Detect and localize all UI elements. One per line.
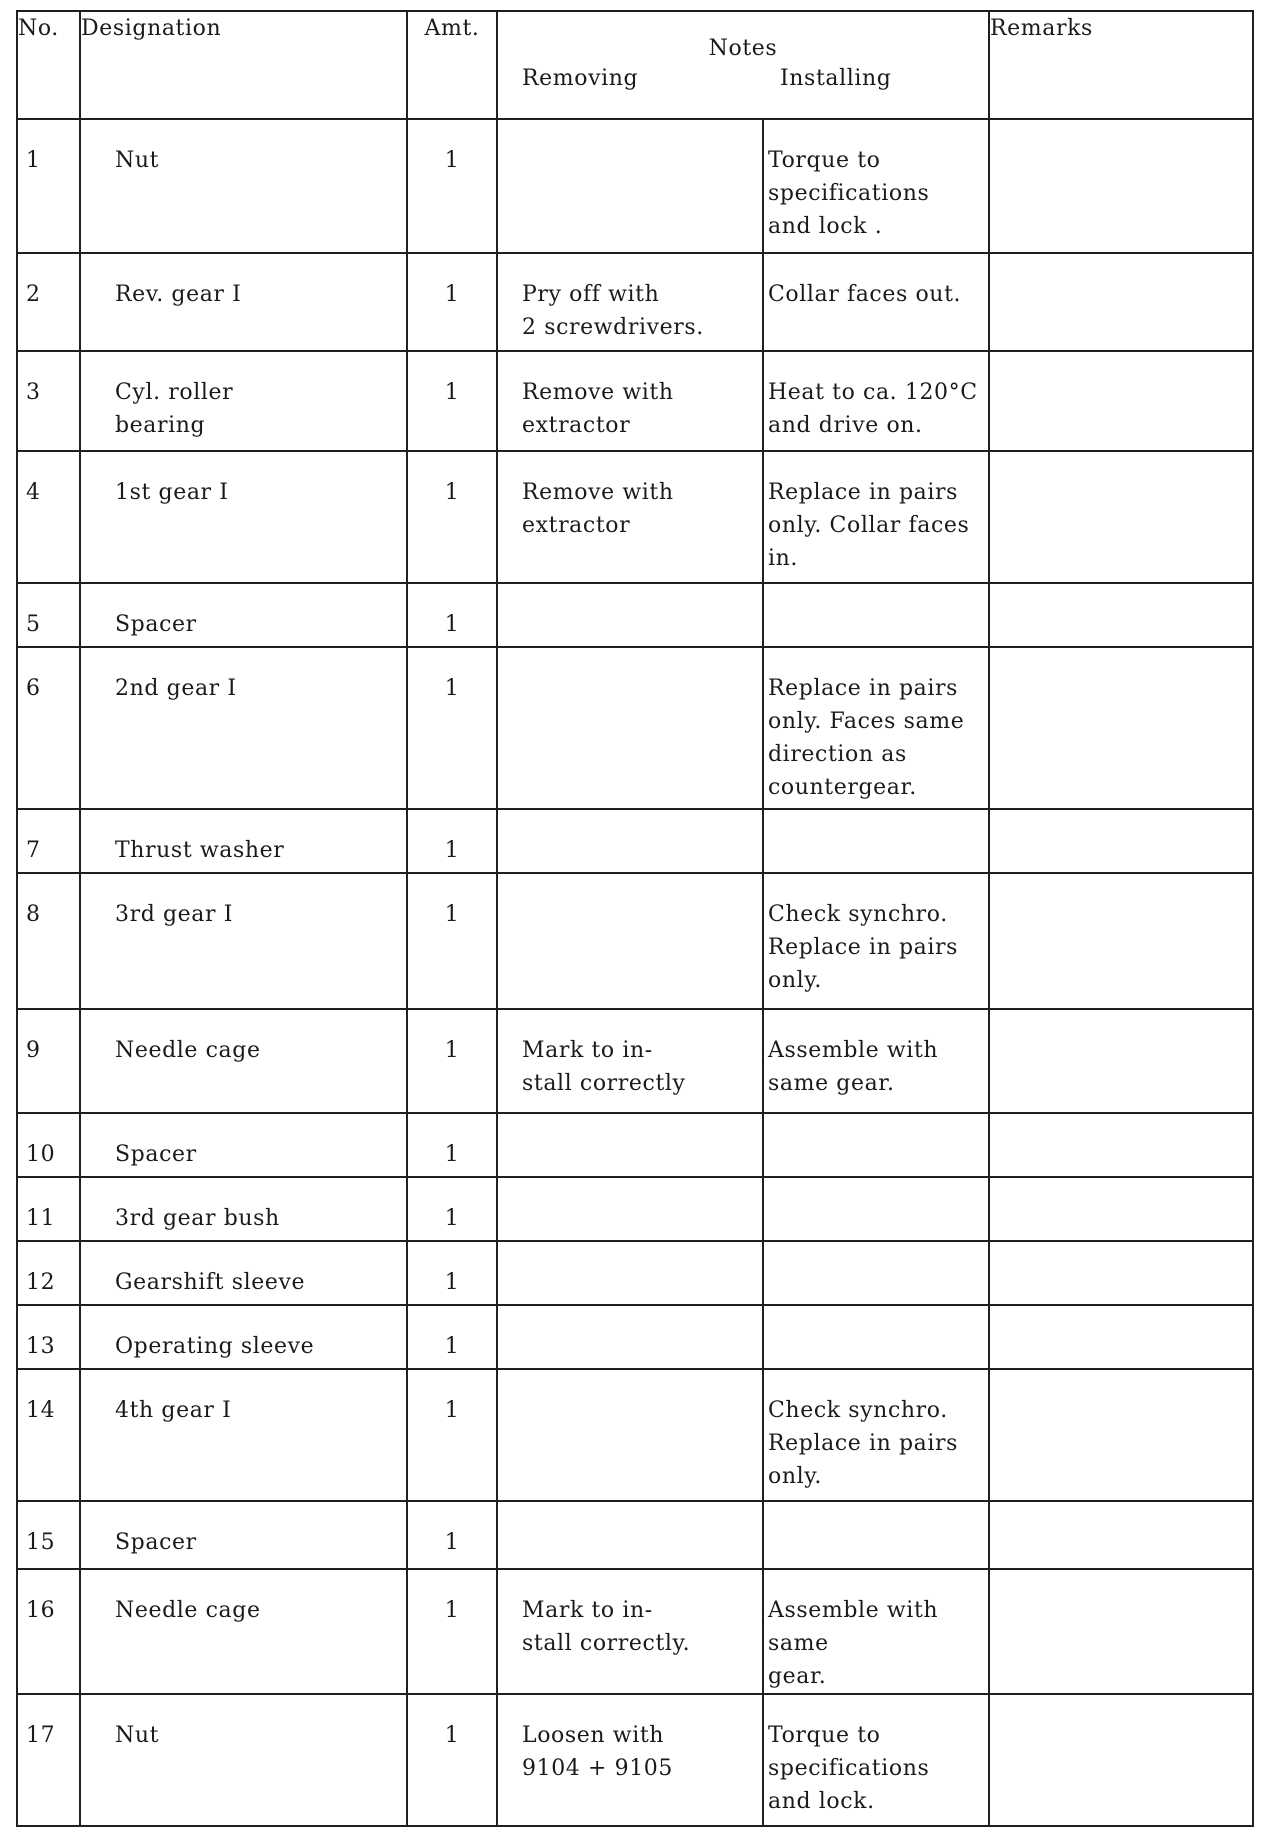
header-designation: Designation bbox=[80, 11, 407, 119]
cell-no bbox=[17, 1177, 80, 1241]
cell-amount-text: 1 bbox=[444, 480, 460, 505]
header-installing: Installing bbox=[780, 66, 892, 91]
cell-no-text: 5 bbox=[26, 612, 41, 637]
cell-remarks bbox=[989, 1501, 1253, 1569]
cell-no-text: 1 bbox=[26, 148, 41, 173]
table-header-row bbox=[17, 11, 1253, 119]
cell-removing bbox=[497, 1305, 763, 1369]
cell-amount-text: 1 bbox=[444, 282, 460, 307]
cell-amount-text: 1 bbox=[444, 1038, 460, 1063]
cell-no-text: 9 bbox=[26, 1038, 41, 1063]
table-body bbox=[17, 119, 1253, 1826]
cell-no bbox=[17, 1009, 80, 1113]
cell-amount bbox=[407, 1009, 497, 1113]
cell-designation-text: 1st gear I bbox=[115, 480, 229, 505]
cell-no bbox=[17, 1694, 80, 1826]
cell-removing bbox=[497, 351, 763, 451]
cell-removing bbox=[497, 1501, 763, 1569]
cell-amount-text: 1 bbox=[444, 1598, 460, 1623]
cell-remarks bbox=[989, 253, 1253, 351]
cell-designation bbox=[80, 1694, 407, 1826]
cell-designation-text: Needle cage bbox=[115, 1038, 261, 1063]
cell-amount-text: 1 bbox=[444, 1334, 460, 1359]
cell-installing-text: Assemble with same gear. bbox=[768, 1598, 939, 1689]
cell-no bbox=[17, 647, 80, 809]
cell-amount bbox=[407, 1177, 497, 1241]
cell-no bbox=[17, 1501, 80, 1569]
table-row bbox=[17, 583, 1253, 647]
cell-installing bbox=[763, 809, 989, 873]
cell-no-text: 15 bbox=[26, 1530, 56, 1555]
cell-designation bbox=[80, 1305, 407, 1369]
cell-designation-text: Cyl. roller bearing bbox=[115, 380, 234, 438]
cell-amount-text: 1 bbox=[444, 1206, 460, 1231]
table-row bbox=[17, 647, 1253, 809]
cell-installing bbox=[763, 583, 989, 647]
cell-installing-text: Replace in pairs only. Collar faces in. bbox=[768, 480, 970, 571]
cell-installing bbox=[763, 1569, 989, 1694]
cell-removing bbox=[497, 119, 763, 253]
cell-designation-text: Needle cage bbox=[115, 1598, 261, 1623]
cell-installing bbox=[763, 451, 989, 583]
header-removing: Removing bbox=[522, 66, 639, 91]
cell-remarks bbox=[989, 1569, 1253, 1694]
cell-installing-text: Heat to ca. 120°C and drive on. bbox=[768, 380, 978, 438]
cell-no-text: 7 bbox=[26, 838, 41, 863]
cell-designation-text: Spacer bbox=[115, 612, 197, 637]
cell-amount bbox=[407, 1305, 497, 1369]
cell-installing-text: Replace in pairs only. Faces same direction as countergear. bbox=[768, 676, 965, 800]
cell-remarks bbox=[989, 119, 1253, 253]
cell-no-text: 10 bbox=[26, 1142, 56, 1167]
cell-removing-text: Remove with extractor bbox=[522, 380, 674, 438]
cell-amount bbox=[407, 647, 497, 809]
cell-amount-text: 1 bbox=[444, 612, 460, 637]
cell-no-text: 8 bbox=[26, 902, 41, 927]
cell-amount bbox=[407, 1694, 497, 1826]
cell-remarks bbox=[989, 809, 1253, 873]
cell-installing bbox=[763, 1501, 989, 1569]
cell-designation bbox=[80, 451, 407, 583]
cell-designation bbox=[80, 583, 407, 647]
cell-no bbox=[17, 253, 80, 351]
table-row bbox=[17, 1177, 1253, 1241]
cell-amount bbox=[407, 873, 497, 1009]
cell-removing-text: Mark to in- stall correctly bbox=[522, 1038, 686, 1096]
table-row bbox=[17, 1501, 1253, 1569]
cell-designation bbox=[80, 351, 407, 451]
cell-designation-text: Gearshift sleeve bbox=[115, 1270, 306, 1295]
cell-designation-text: 3rd gear I bbox=[115, 902, 234, 927]
cell-installing bbox=[763, 1241, 989, 1305]
cell-removing-text: Pry off with 2 screwdrivers. bbox=[522, 282, 704, 340]
cell-removing bbox=[497, 1009, 763, 1113]
cell-removing bbox=[497, 1177, 763, 1241]
table-row bbox=[17, 1305, 1253, 1369]
cell-remarks bbox=[989, 1369, 1253, 1501]
cell-installing bbox=[763, 1305, 989, 1369]
cell-installing bbox=[763, 1369, 989, 1501]
cell-remarks bbox=[989, 1305, 1253, 1369]
header-remarks: Remarks bbox=[989, 11, 1253, 119]
cell-removing bbox=[497, 1241, 763, 1305]
cell-installing-text: Check synchro. Replace in pairs only. bbox=[768, 1398, 958, 1489]
cell-no-text: 2 bbox=[26, 282, 41, 307]
cell-amount bbox=[407, 1369, 497, 1501]
cell-designation-text: Spacer bbox=[115, 1142, 197, 1167]
cell-no-text: 11 bbox=[26, 1206, 56, 1231]
cell-no bbox=[17, 1369, 80, 1501]
header-amount: Amt. bbox=[407, 11, 497, 119]
cell-removing bbox=[497, 253, 763, 351]
cell-designation-text: Nut bbox=[115, 148, 160, 173]
parts-table bbox=[16, 10, 1254, 1827]
cell-designation-text: 3rd gear bush bbox=[115, 1206, 280, 1231]
cell-amount bbox=[407, 253, 497, 351]
cell-remarks bbox=[989, 583, 1253, 647]
cell-remarks bbox=[989, 873, 1253, 1009]
cell-designation bbox=[80, 873, 407, 1009]
cell-designation bbox=[80, 1241, 407, 1305]
cell-amount bbox=[407, 1569, 497, 1694]
cell-installing-text: Collar faces out. bbox=[768, 282, 962, 307]
cell-designation bbox=[80, 1501, 407, 1569]
cell-no-text: 3 bbox=[26, 380, 41, 405]
cell-no-text: 14 bbox=[26, 1398, 56, 1423]
cell-amount bbox=[407, 809, 497, 873]
cell-removing bbox=[497, 1694, 763, 1826]
cell-amount bbox=[407, 1241, 497, 1305]
cell-installing-text: Torque to specifications and lock . bbox=[768, 148, 930, 239]
cell-installing bbox=[763, 1177, 989, 1241]
cell-amount bbox=[407, 583, 497, 647]
cell-designation bbox=[80, 1009, 407, 1113]
parts-table-sheet bbox=[16, 10, 1252, 1827]
cell-removing bbox=[497, 1113, 763, 1177]
cell-designation-text: 2nd gear I bbox=[115, 676, 237, 701]
cell-amount-text: 1 bbox=[444, 1530, 460, 1555]
cell-amount-text: 1 bbox=[444, 1398, 460, 1423]
cell-no-text: 6 bbox=[26, 676, 41, 701]
cell-no bbox=[17, 873, 80, 1009]
cell-installing bbox=[763, 873, 989, 1009]
cell-designation bbox=[80, 809, 407, 873]
cell-remarks bbox=[989, 647, 1253, 809]
cell-installing-text: Check synchro. Replace in pairs only. bbox=[768, 902, 958, 993]
cell-amount-text: 1 bbox=[444, 676, 460, 701]
cell-no bbox=[17, 583, 80, 647]
table-row bbox=[17, 809, 1253, 873]
cell-amount-text: 1 bbox=[444, 902, 460, 927]
cell-designation-text: Thrust washer bbox=[115, 838, 285, 863]
table-row bbox=[17, 351, 1253, 451]
cell-designation-text: Spacer bbox=[115, 1530, 197, 1555]
cell-removing bbox=[497, 1369, 763, 1501]
cell-no bbox=[17, 1305, 80, 1369]
cell-remarks bbox=[989, 351, 1253, 451]
cell-removing bbox=[497, 873, 763, 1009]
cell-no-text: 17 bbox=[26, 1723, 56, 1748]
cell-no-text: 12 bbox=[26, 1270, 56, 1295]
cell-installing bbox=[763, 1009, 989, 1113]
cell-designation bbox=[80, 1177, 407, 1241]
cell-removing bbox=[497, 451, 763, 583]
cell-amount-text: 1 bbox=[444, 380, 460, 405]
cell-designation bbox=[80, 1569, 407, 1694]
header-notes-title: Notes bbox=[708, 36, 778, 61]
header-no: No. bbox=[17, 11, 80, 119]
cell-remarks bbox=[989, 1009, 1253, 1113]
cell-removing-text: Mark to in- stall correctly. bbox=[522, 1598, 691, 1656]
cell-amount-text: 1 bbox=[444, 1270, 460, 1295]
cell-removing bbox=[497, 809, 763, 873]
cell-designation-text: Rev. gear I bbox=[115, 282, 242, 307]
cell-designation bbox=[80, 1113, 407, 1177]
cell-installing bbox=[763, 351, 989, 451]
header-notes bbox=[497, 11, 989, 119]
cell-installing-text: Assemble with same gear. bbox=[768, 1038, 939, 1096]
cell-designation bbox=[80, 253, 407, 351]
cell-removing bbox=[497, 647, 763, 809]
cell-designation bbox=[80, 1369, 407, 1501]
table-row bbox=[17, 1009, 1253, 1113]
cell-amount-text: 1 bbox=[444, 1723, 460, 1748]
cell-installing bbox=[763, 119, 989, 253]
cell-installing bbox=[763, 1694, 989, 1826]
cell-installing-text: Torque to specifications and lock. bbox=[768, 1723, 930, 1814]
cell-designation bbox=[80, 119, 407, 253]
cell-installing bbox=[763, 1113, 989, 1177]
cell-no-text: 13 bbox=[26, 1334, 56, 1359]
cell-designation-text: 4th gear I bbox=[115, 1398, 232, 1423]
cell-remarks bbox=[989, 1177, 1253, 1241]
table-row bbox=[17, 1369, 1253, 1501]
cell-no-text: 4 bbox=[26, 480, 41, 505]
cell-remarks bbox=[989, 451, 1253, 583]
table-row bbox=[17, 253, 1253, 351]
cell-amount bbox=[407, 451, 497, 583]
cell-amount bbox=[407, 119, 497, 253]
table-row bbox=[17, 451, 1253, 583]
table-row bbox=[17, 1694, 1253, 1826]
cell-no bbox=[17, 119, 80, 253]
table-row bbox=[17, 119, 1253, 253]
cell-remarks bbox=[989, 1694, 1253, 1826]
cell-designation bbox=[80, 647, 407, 809]
cell-no bbox=[17, 1569, 80, 1694]
cell-removing-text: Remove with extractor bbox=[522, 480, 674, 538]
table-row bbox=[17, 1113, 1253, 1177]
table-row bbox=[17, 873, 1253, 1009]
cell-designation-text: Nut bbox=[115, 1723, 160, 1748]
cell-remarks bbox=[989, 1241, 1253, 1305]
cell-no bbox=[17, 1113, 80, 1177]
cell-amount-text: 1 bbox=[444, 148, 460, 173]
cell-removing bbox=[497, 1569, 763, 1694]
cell-amount-text: 1 bbox=[444, 838, 460, 863]
cell-amount bbox=[407, 1501, 497, 1569]
cell-installing bbox=[763, 647, 989, 809]
table-row bbox=[17, 1569, 1253, 1694]
cell-no bbox=[17, 1241, 80, 1305]
cell-no bbox=[17, 451, 80, 583]
cell-no bbox=[17, 351, 80, 451]
cell-removing-text: Loosen with 9104 + 9105 bbox=[522, 1723, 673, 1781]
cell-amount-text: 1 bbox=[444, 1142, 460, 1167]
table-row bbox=[17, 1241, 1253, 1305]
cell-no bbox=[17, 809, 80, 873]
cell-designation-text: Operating sleeve bbox=[115, 1334, 315, 1359]
cell-no-text: 16 bbox=[26, 1598, 56, 1623]
cell-remarks bbox=[989, 1113, 1253, 1177]
cell-installing bbox=[763, 253, 989, 351]
cell-amount bbox=[407, 1113, 497, 1177]
cell-amount bbox=[407, 351, 497, 451]
cell-removing bbox=[497, 583, 763, 647]
